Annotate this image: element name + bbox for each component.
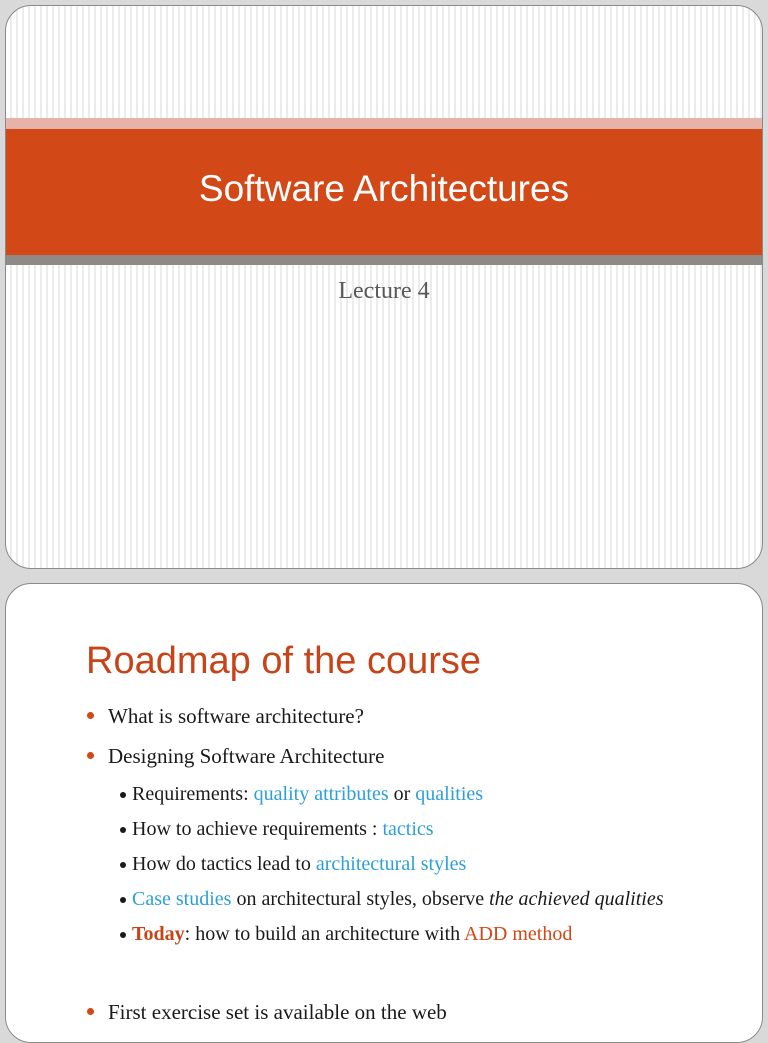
bullet-text: First exercise set is available on the web [108,1000,447,1024]
sub-text: How do tactics lead to [132,853,316,875]
bullet-dot-icon [87,1008,94,1015]
bullet-item [108,1000,447,1025]
bullet-dot-icon [87,752,94,759]
highlight-qualities: qualities [415,783,484,805]
sub-text: Requirements: [132,783,254,805]
sub-bullet-tactics [132,818,434,841]
highlight-architectural-styles: architectural styles [315,853,467,875]
roadmap-title: Roadmap of the course [86,640,482,682]
bullet-dot-icon [87,712,94,719]
highlight-today: Today [132,923,185,945]
sub-bullet-dot-icon [120,897,126,903]
sub-text: or [388,783,416,805]
bullet-text: Designing Software Architecture [108,744,385,768]
highlight-tactics: tactics [382,818,434,840]
title-bottom-band [6,255,762,265]
sub-text: : how to build an architecture with [184,923,465,945]
title-slide [5,5,763,569]
sub-text: on architectural styles, observe [231,888,490,910]
sub-text: How to achieve requirements : [132,818,383,840]
highlight-case-studies: Case studies [132,888,232,910]
bullet-item [108,704,364,729]
slide-subtitle: Lecture 4 [338,278,430,304]
highlight-quality-attributes: quality attributes [253,783,389,805]
sub-bullet-dot-icon [120,932,126,938]
title-band [6,129,762,255]
sub-bullet-dot-icon [120,862,126,868]
sub-bullet-dot-icon [120,792,126,798]
bullet-item [108,744,384,769]
highlight-add-method: ADD method [464,923,573,945]
sub-bullet-today [132,923,572,946]
title-top-band [6,118,762,129]
italic-achieved-qualities: the achieved qualities [489,888,664,910]
sub-bullet-dot-icon [120,827,126,833]
sub-bullet-styles [132,853,466,876]
slide-title: Software Architectures [198,168,570,209]
sub-bullet-case-studies [132,888,664,911]
roadmap-slide [5,583,763,1043]
bullet-text: What is software architecture? [108,704,364,728]
sub-bullet-requirements [132,783,483,806]
